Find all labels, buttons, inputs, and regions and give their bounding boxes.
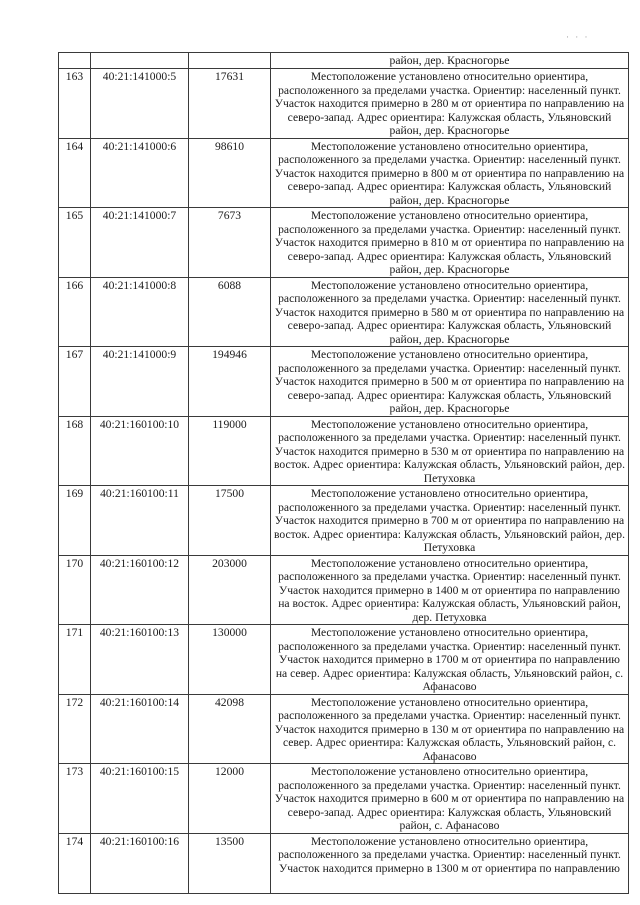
location-description: Местоположение установлено относительно ориентира, расположенного за пределами участка. Ориентир: населенный пункт. Участок находится примерно в 1700 м от ориентира по направлению на север. Адрес ориентира: Калужская область, Ульяновский район, с. Афанасово bbox=[271, 625, 629, 695]
location-description: Местоположение установлено относительно ориентира, расположенного за пределами участка. Ориентир: населенный пункт. Участок находится примерно в 130 м от ориентира по направлению на север. Адрес ориентира: Калужская область, Ульяновский район, с. Афанасово bbox=[271, 694, 629, 764]
row-number: 171 bbox=[59, 625, 91, 695]
table-row bbox=[59, 277, 629, 347]
plot-area: 17631 bbox=[189, 69, 271, 139]
land-plot-table bbox=[58, 52, 629, 894]
row-number: 173 bbox=[59, 764, 91, 834]
cadastral-number: 40:21:160100:12 bbox=[91, 555, 189, 625]
plot-area: 42098 bbox=[189, 694, 271, 764]
row-number: 168 bbox=[59, 416, 91, 486]
table-body bbox=[59, 53, 629, 894]
cadastral-number: 40:21:160100:10 bbox=[91, 416, 189, 486]
table-row bbox=[59, 694, 629, 764]
location-description: Местоположение установлено относительно ориентира, расположенного за пределами участка. Ориентир: населенный пункт. Участок находится примерно в 810 м от ориентира по направлению на северо-запад. Адрес ориентира: Калужская область, Ульяновский район, дер. Красногорье bbox=[271, 208, 629, 278]
table-row-continuation bbox=[59, 53, 629, 69]
location-description: Местоположение установлено относительно ориентира, расположенного за пределами участка. Ориентир: населенный пункт. Участок находится примерно в 1300 м от ориентира по направлению bbox=[271, 833, 629, 893]
cadastral-number: 40:21:160100:15 bbox=[91, 764, 189, 834]
plot-area: 119000 bbox=[189, 416, 271, 486]
cadastral-number: 40:21:141000:6 bbox=[91, 138, 189, 208]
cadastral-number: 40:21:160100:11 bbox=[91, 486, 189, 556]
page-mark: · · · bbox=[566, 32, 590, 42]
table-row bbox=[59, 764, 629, 834]
row-number: 166 bbox=[59, 277, 91, 347]
location-description: Местоположение установлено относительно ориентира, расположенного за пределами участка. Ориентир: населенный пункт. Участок находится примерно в 700 м от ориентира по направлению на восток. Адрес ориентира: Калужская область, Ульяновский район, дер. Петуховка bbox=[271, 486, 629, 556]
plot-area: 17500 bbox=[189, 486, 271, 556]
table-row bbox=[59, 416, 629, 486]
row-number: 167 bbox=[59, 347, 91, 417]
table-row bbox=[59, 347, 629, 417]
cadastral-number: 40:21:160100:16 bbox=[91, 833, 189, 893]
table-row bbox=[59, 208, 629, 278]
plot-area: 130000 bbox=[189, 625, 271, 695]
location-description: Местоположение установлено относительно ориентира, расположенного за пределами участка. Ориентир: населенный пункт. Участок находится примерно в 500 м от ориентира по направлению на северо-запад. Адрес ориентира: Калужская область, Ульяновский район, дер. Красногорье bbox=[271, 347, 629, 417]
location-description: Местоположение установлено относительно ориентира, расположенного за пределами участка. Ориентир: населенный пункт. Участок находится примерно в 530 м от ориентира по направлению на восток. Адрес ориентира: Калужская область, Ульяновский район, дер. Петуховка bbox=[271, 416, 629, 486]
plot-area: 7673 bbox=[189, 208, 271, 278]
table-row bbox=[59, 69, 629, 139]
table-row bbox=[59, 138, 629, 208]
cell-desc-continuation: район, дер. Красногорье bbox=[271, 53, 629, 69]
cadastral-number: 40:21:141000:5 bbox=[91, 69, 189, 139]
location-description: Местоположение установлено относительно ориентира, расположенного за пределами участка. Ориентир: населенный пункт. Участок находится примерно в 580 м от ориентира по направлению на северо-запад. Адрес ориентира: Калужская область, Ульяновский район, дер. Красногорье bbox=[271, 277, 629, 347]
row-number: 163 bbox=[59, 69, 91, 139]
row-number: 164 bbox=[59, 138, 91, 208]
row-number: 165 bbox=[59, 208, 91, 278]
location-description: Местоположение установлено относительно ориентира, расположенного за пределами участка. Ориентир: населенный пункт. Участок находится примерно в 600 м от ориентира по направлению на северо-запад. Адрес ориентира: Калужская область, Ульяновский район, с. Афанасово bbox=[271, 764, 629, 834]
location-description: Местоположение установлено относительно ориентира, расположенного за пределами участка. Ориентир: населенный пункт. Участок находится примерно в 280 м от ориентира по направлению на северо-запад. Адрес ориентира: Калужская область, Ульяновский район, дер. Красногорье bbox=[271, 69, 629, 139]
location-description: Местоположение установлено относительно ориентира, расположенного за пределами участка. Ориентир: населенный пункт. Участок находится примерно в 800 м от ориентира по направлению на северо-запад. Адрес ориентира: Калужская область, Ульяновский район, дер. Красногорье bbox=[271, 138, 629, 208]
cell-area bbox=[189, 53, 271, 69]
cadastral-number: 40:21:160100:13 bbox=[91, 625, 189, 695]
cadastral-number: 40:21:141000:8 bbox=[91, 277, 189, 347]
plot-area: 98610 bbox=[189, 138, 271, 208]
plot-area: 194946 bbox=[189, 347, 271, 417]
location-description: Местоположение установлено относительно ориентира, расположенного за пределами участка. Ориентир: населенный пункт. Участок находится примерно в 1400 м от ориентира по направлению на восток. Адрес ориентира: Калужская область, Ульяновский район, дер. Петуховка bbox=[271, 555, 629, 625]
row-number: 170 bbox=[59, 555, 91, 625]
cadastral-number: 40:21:141000:9 bbox=[91, 347, 189, 417]
cell-cad bbox=[91, 53, 189, 69]
table-row bbox=[59, 625, 629, 695]
plot-area: 6088 bbox=[189, 277, 271, 347]
table-row bbox=[59, 555, 629, 625]
plot-area: 203000 bbox=[189, 555, 271, 625]
cadastral-number: 40:21:160100:14 bbox=[91, 694, 189, 764]
table-row bbox=[59, 833, 629, 893]
table-row bbox=[59, 486, 629, 556]
row-number: 174 bbox=[59, 833, 91, 893]
cadastral-number: 40:21:141000:7 bbox=[91, 208, 189, 278]
cell-num bbox=[59, 53, 91, 69]
plot-area: 13500 bbox=[189, 833, 271, 893]
row-number: 169 bbox=[59, 486, 91, 556]
plot-area: 12000 bbox=[189, 764, 271, 834]
row-number: 172 bbox=[59, 694, 91, 764]
